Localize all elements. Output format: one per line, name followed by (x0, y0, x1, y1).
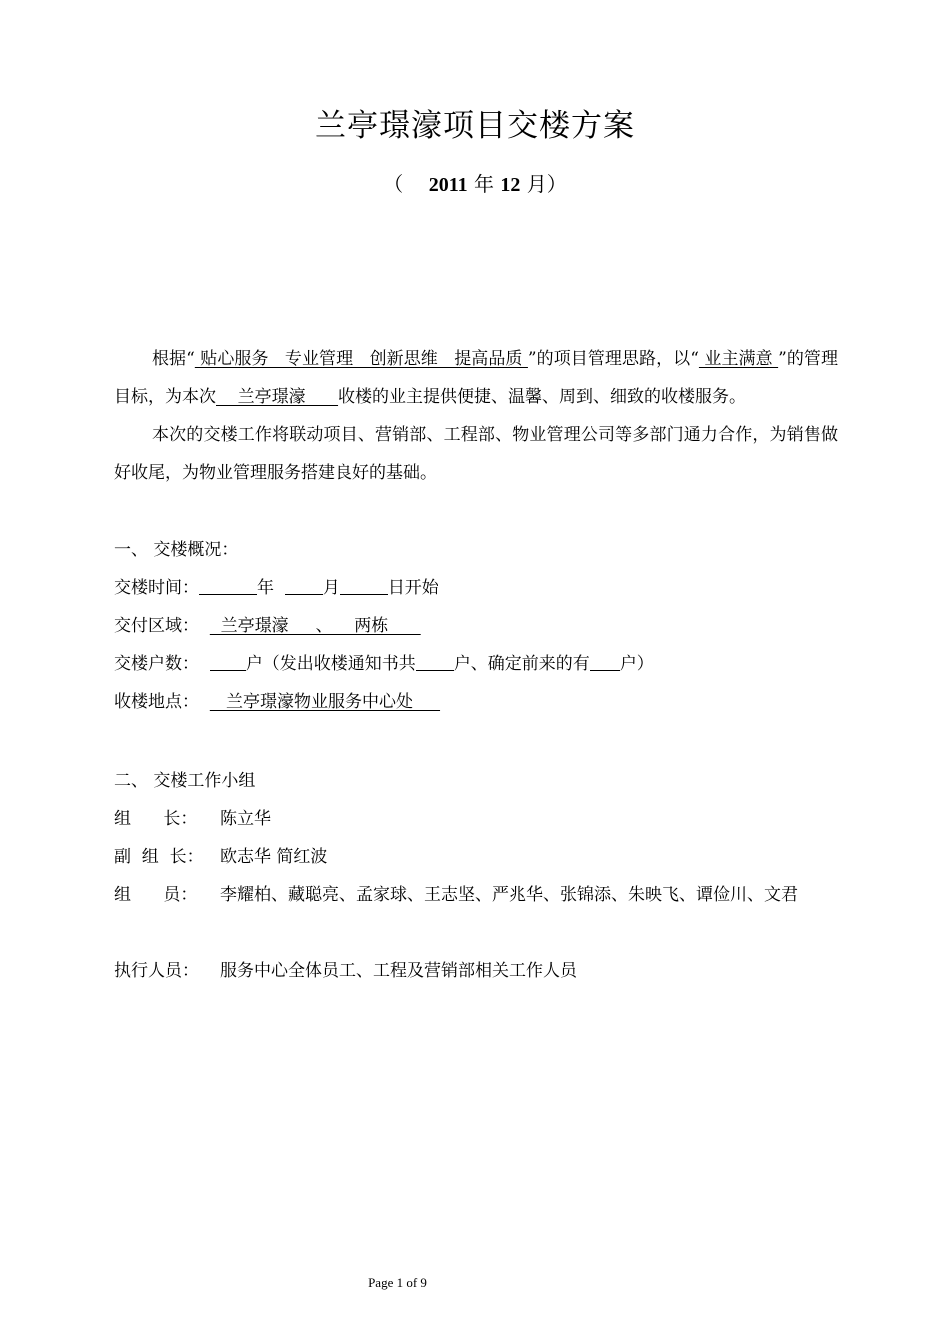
month-unit: 月 (322, 578, 340, 598)
intro-text: 根据“ (152, 349, 195, 369)
unit-count-blank (210, 652, 246, 671)
slogan-text: 贴心服务 专业管理 创新思维 提高品质 (194, 349, 528, 369)
date-year-unit: 年 (473, 172, 494, 196)
intro-text: ”的项目管理思路，以“ (527, 349, 699, 369)
leader-value: 陈立华 (220, 809, 271, 829)
notice-count-blank (416, 652, 454, 671)
handover-time-row (114, 569, 439, 607)
year-unit: 年 (257, 578, 274, 598)
document-title: 兰亭璟濠项目交楼方案 (315, 108, 635, 144)
month-blank (285, 576, 323, 595)
handover-time-label: 交楼时间： (114, 578, 199, 598)
members-row (114, 876, 220, 914)
day-blank (340, 576, 388, 595)
staff-value: 服务中心全体员工、工程及营销部相关工作人员 (220, 961, 577, 981)
deputy-row (114, 838, 327, 876)
delivery-area-label: 交付区域： (114, 616, 199, 636)
unit-count-text: 户） (619, 654, 654, 674)
delivery-area-value: 兰亭璟濠 、 两栋 (209, 616, 421, 636)
section2-heading: 二、 交楼工作小组 (114, 771, 256, 791)
goal-text: 业主满意 (698, 349, 779, 369)
intro-paragraph-2: 本次的交楼工作将联动项目、营销部、工程部、物业管理公司等多部门通力合作，为销售做好收尾，为物业管理服务搭建良好的基础。 (114, 425, 838, 483)
staff-label: 执行人员： (114, 961, 199, 981)
delivery-area-row (114, 607, 421, 645)
leader-row (114, 800, 271, 838)
unit-count-row (114, 645, 654, 683)
members-label: 组 员： (114, 885, 198, 905)
year-blank (199, 576, 257, 595)
handover-place-row (114, 683, 440, 721)
unit-count-label: 交楼户数： (114, 654, 199, 674)
staff-row (114, 952, 577, 990)
deputy-value: 欧志华 简红波 (220, 847, 328, 867)
date-year: 2011 (428, 174, 468, 196)
unit-count-text: 户、确定前来的有 (453, 654, 590, 674)
handover-place-label: 收楼地点： (114, 692, 199, 712)
date-month-unit: 月） (526, 172, 567, 196)
date-open: （ (383, 172, 404, 196)
members-value: 李耀柏、藏聪亮、孟家球、王志坚、严兆华、张锦添、朱映飞、谭俭川、文君 (220, 885, 798, 905)
date-month: 12 (500, 174, 521, 196)
deputy-label: 副 组 长： (114, 847, 204, 867)
intro-section (114, 340, 838, 492)
document-date (0, 168, 950, 197)
confirmed-count-blank (590, 652, 620, 671)
intro-text: ”的管理目标，为本次 (114, 349, 838, 407)
project-name: 兰亭璟濠 (216, 387, 339, 407)
page-number: Page 1 of 9 (368, 1275, 427, 1290)
handover-place-value: 兰亭璟濠物业服务中心处 (209, 692, 441, 712)
day-unit: 日开始 (387, 578, 439, 598)
unit-count-text: 户（发出收楼通知书共 (245, 654, 416, 674)
intro-paragraph-1 (114, 340, 838, 416)
intro-text: 收楼的业主提供便捷、温馨、周到、细致的收楼服务。 (338, 387, 747, 407)
leader-label: 组 长： (114, 809, 198, 829)
section1-heading: 一、 交楼概况： (114, 540, 239, 560)
